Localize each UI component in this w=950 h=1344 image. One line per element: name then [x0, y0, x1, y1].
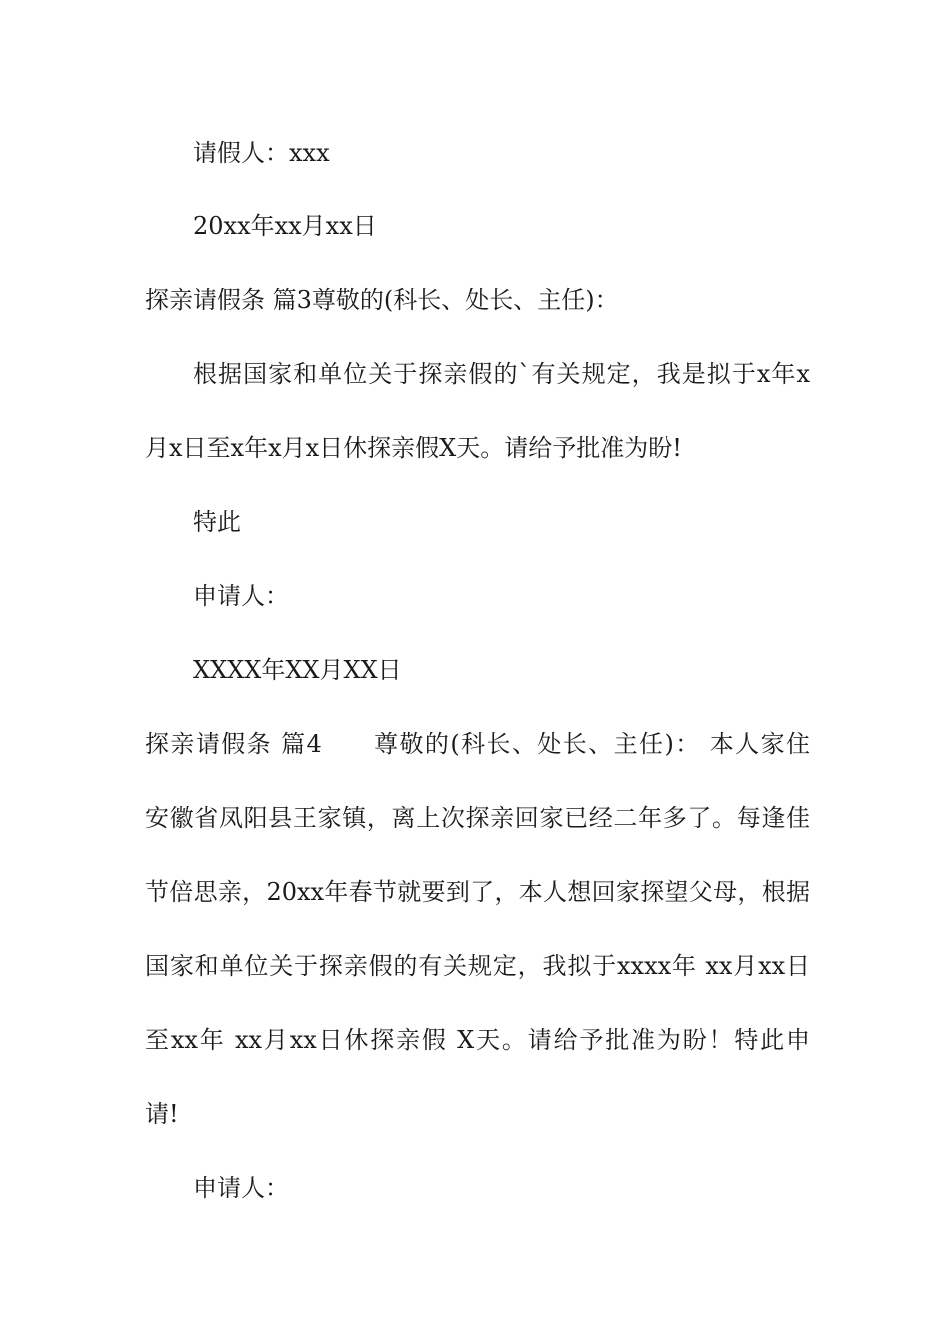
section3-body-line1: 根据国家和单位关于探亲假的`有关规定，我是拟于x年x [193, 360, 810, 388]
section3-heading: 探亲请假条 篇3尊敬的(科长、处长、主任)： [145, 286, 619, 314]
section4-line4: 国家和单位关于探亲假的有关规定，我拟于xxxx年 xx月xx日 [145, 952, 810, 980]
section3-body-line2: 月x日至x年x月x日休探亲假X天。请给予批准为盼! [145, 434, 682, 462]
section3-closing: 特此 [193, 508, 241, 536]
section4-line5: 至xx年 xx月xx日休探亲假 X天。请给予批准为盼！特此申 [145, 1026, 810, 1054]
section4-line2: 安徽省凤阳县王家镇，离上次探亲回家已经二年多了。每逢佳 [145, 804, 810, 832]
section2-date: 20xx年xx月xx日 [193, 212, 377, 240]
section2-requester: 请假人：xxx [193, 139, 330, 167]
section4-requester: 申请人： [193, 1174, 289, 1202]
section4-line3: 节倍思亲，20xx年春节就要到了，本人想回家探望父母，根据 [145, 878, 810, 906]
section3-date: XXXX年XX月XX日 [193, 656, 402, 684]
section4-line6: 请! [145, 1100, 179, 1128]
section4-line1: 探亲请假条 篇4 尊敬的(科长、处长、主任)： 本人家住 [145, 730, 810, 758]
section3-requester: 申请人： [193, 582, 289, 610]
